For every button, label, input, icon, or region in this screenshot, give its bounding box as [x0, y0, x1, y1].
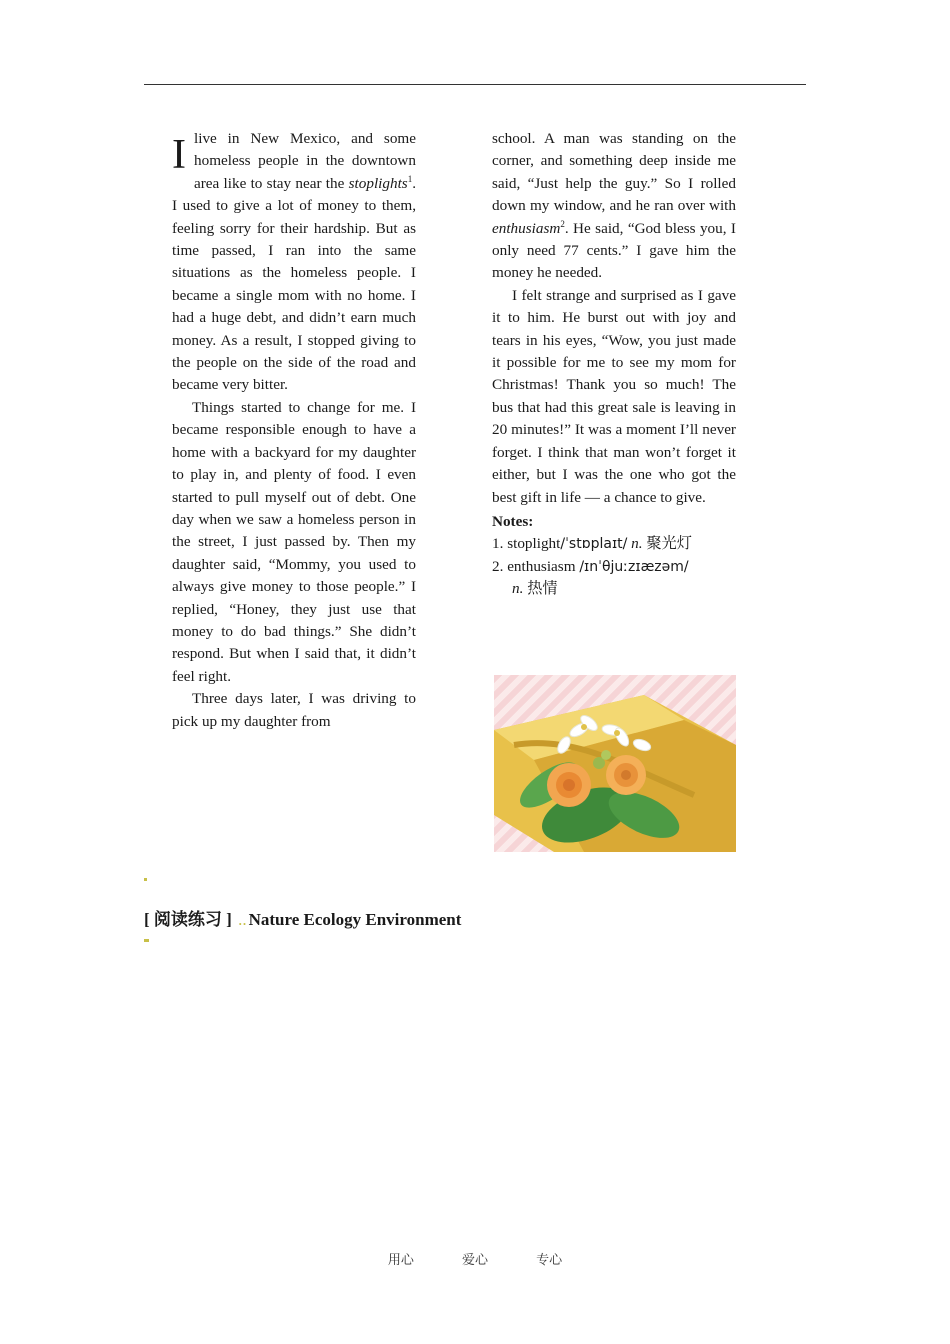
topic-ecology: Ecology [303, 910, 362, 929]
topic-nature: Nature [248, 910, 300, 929]
accent-marker [144, 878, 147, 881]
footnote-ref-1: 1 [407, 173, 413, 184]
footnote-term-stoplights: stoplights [348, 174, 408, 192]
note-1: 1. stoplight/ˈstɒplaɪt/ n. 聚光灯 [492, 535, 692, 553]
footer-item: 专心 [536, 1253, 563, 1268]
section-bracket-label: [ 阅读练习 ] [144, 910, 232, 929]
drop-cap: I [172, 132, 186, 178]
note-2: 2. enthusiasm /ɪnˈθjuːzɪæzəm/ n. 热情 [492, 557, 689, 598]
paragraph-4: school. A man was standing on the corner, and something deep inside me said, “Just help the guy.” So I rolled down my window, and he ran over with enthusiasm$^2$. He said, “God bless you, I only need 77 cents.” I gave him the money he needed. [492, 130, 736, 282]
header-rule [144, 84, 806, 85]
footer-item: 用心 [387, 1253, 414, 1268]
gift-flowers-image [494, 675, 736, 852]
article-left-column [172, 128, 416, 733]
paragraph-1: Ilive in New Mexico, and some homeless people in the downtown area like to stay near the stoplights$^1$. I used to give a lot of money to them, feeling sorry for their hardship. But as time passed, I ran into the same situations as the homeless people. I became a single mom with no home. I had a huge debt, and didn’t earn much money. As a result, I stopped giving to the people on the side of the road and became very bitter. [172, 130, 416, 394]
paragraph-2: Things started to change for me. I became responsible enough to have a home with a backyard for my daughter to play in, and plenty of food. I even started to pull myself out of debt. One day when we saw a homeless person in the street, I just passed by. Then my daughter said, “Mommy, you used to always give money to those people.” I replied, “Honey, they just use that money to do bad things.” She didn’t respond. But when I said that, it didn’t feel right. [172, 398, 416, 685]
accent-marker [144, 939, 149, 942]
article-right-column [492, 128, 736, 601]
footnote-term-enthusiasm: enthusiasm [492, 219, 561, 237]
notes-heading: Notes: [492, 512, 534, 530]
footer-item: 爱心 [461, 1253, 488, 1268]
paragraph-3: Three days later, I was driving to pick up my daughter from [172, 690, 416, 730]
section-title: [ 阅读练习 ] .. Nature Ecology Environment [144, 910, 462, 929]
footnote-ref-2: 2 [560, 218, 565, 229]
topic-environment: Environment [365, 910, 462, 929]
footer [0, 1249, 950, 1268]
paragraph-5: I felt strange and surprised as I gave it to him. He burst out with joy and tears in his eyes, “Wow, you just made it possible for me to see my mom for Christmas! Thank you so much! The bus that had this great sale is leaving in 20 minutes!” It was a moment I’ll never forget. I think that man won’t forget it either, but I was the one who got the best gift in life — a chance to give. [492, 286, 736, 506]
